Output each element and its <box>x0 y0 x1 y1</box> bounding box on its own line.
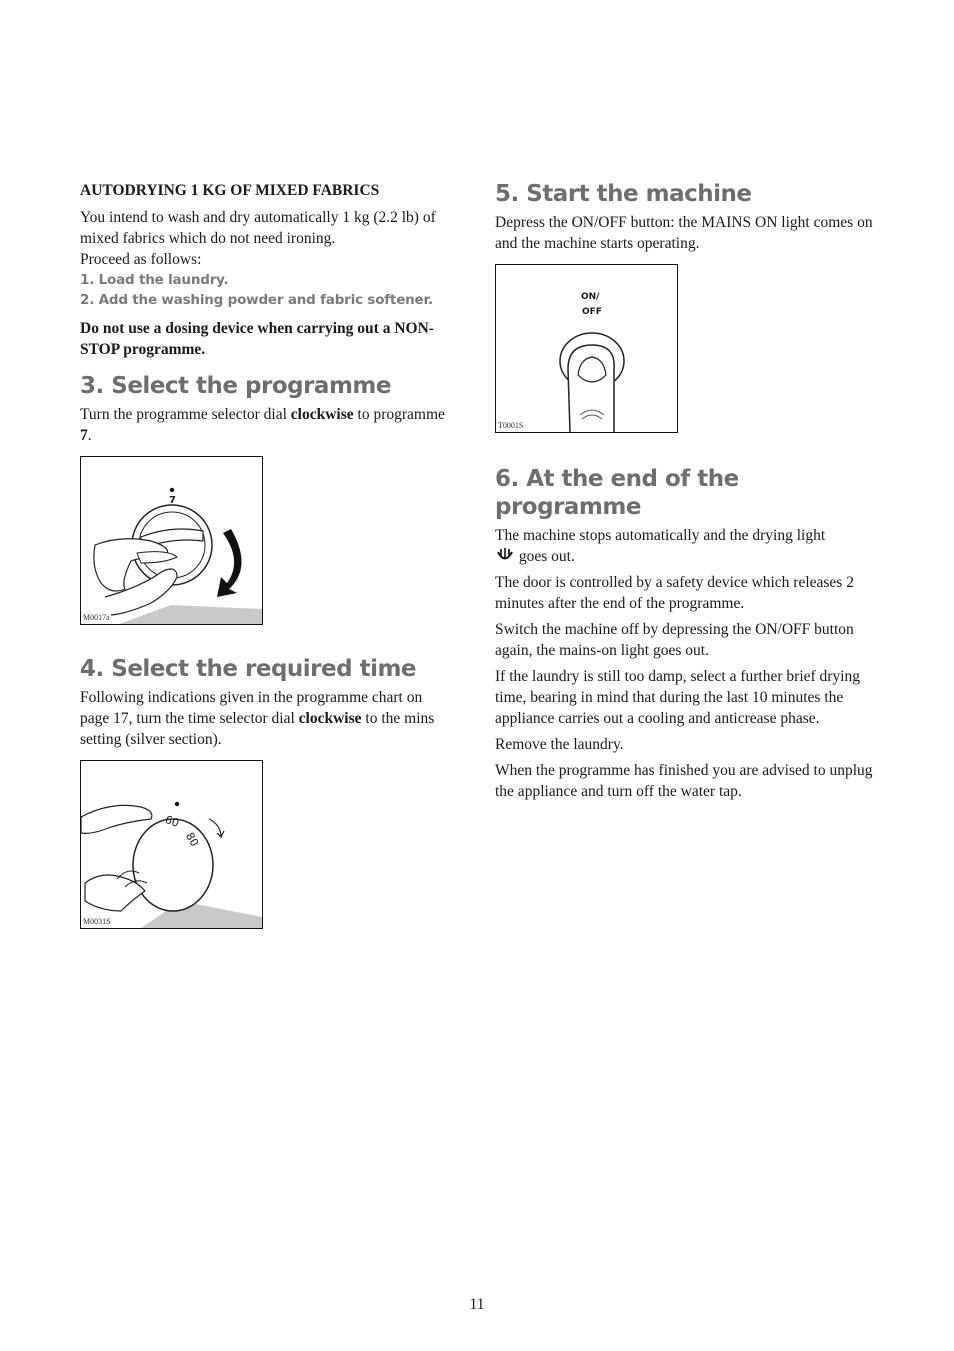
section-3-programme-number: 7 <box>80 427 88 444</box>
left-column <box>80 180 455 929</box>
section-6-p4: If the laundry is still too damp, select a further brief drying time, bearing in mind that during the last 10 minutes the appliance carries out a cooling and anticrease phase. <box>495 668 861 727</box>
section-6-p2: The door is controlled by a safety device which releases 2 minutes after the end of the programme. <box>495 574 854 612</box>
time-dial-illustration <box>81 761 262 928</box>
section-5-title: 5. Start the machine <box>495 181 752 207</box>
on-off-button-figure <box>495 264 678 433</box>
proceed-text: Proceed as follows: <box>80 251 202 268</box>
figure-code: M0017a <box>83 613 110 622</box>
section-4-text <box>80 687 455 750</box>
drying-light-icon <box>495 547 515 564</box>
step-add-powder: 2. Add the washing powder and fabric softener. <box>80 292 433 308</box>
section-6-p6: When the programme has finished you are advised to unplug the appliance and turn off the water tap. <box>495 762 873 800</box>
figure-code: M0031S <box>83 917 111 926</box>
dial-label-80: 80 <box>182 830 202 849</box>
intro-text: You intend to wash and dry automatically 1 kg (2.2 lb) of mixed fabrics which do not need ironing. <box>80 209 436 247</box>
section-6-p1 <box>495 525 875 567</box>
on-label: ON/ <box>581 292 600 302</box>
figure-code: T0001S <box>498 421 524 430</box>
time-dial-figure <box>80 760 263 929</box>
section-4-bold: clockwise <box>298 710 362 727</box>
section-3-text-end: . <box>87 427 92 444</box>
dial-label-60: 60 <box>163 812 181 831</box>
section-3-text-b: to programme <box>353 406 445 423</box>
section-6-p5: Remove the laundry. <box>495 736 624 753</box>
section-3-text <box>80 404 455 446</box>
programme-dial-figure <box>80 456 263 625</box>
step-load-laundry: 1. Load the laundry. <box>80 272 229 288</box>
section-6-p1-a: The machine stops automatically and the drying light <box>495 527 826 544</box>
section-3-title: 3. Select the programme <box>80 373 391 399</box>
off-label: OFF <box>582 307 602 317</box>
section-3-bold: clockwise <box>290 406 354 423</box>
section-6-p3: Switch the machine off by depressing the ON/OFF button again, the mains-on light goes out. <box>495 621 854 659</box>
section-4-title: 4. Select the required time <box>80 656 417 682</box>
section-6-title: 6. At the end of the programme <box>495 466 739 520</box>
step-list <box>80 270 455 310</box>
section-4-text-a: Following indications given in the programme chart on page 17, turn the time selector dial <box>80 689 423 727</box>
autodry-heading: AUTODRYING 1 KG OF MIXED FABRICS <box>80 182 380 199</box>
section-6-p1-b: goes out. <box>515 548 575 565</box>
on-off-illustration <box>496 265 677 432</box>
section-5-text: Depress the ON/OFF button: the MAINS ON light comes on and the machine starts operating. <box>495 214 873 252</box>
section-4-text-b: to the mins setting (silver section). <box>80 710 435 748</box>
section-3-text-a: Turn the programme selector dial <box>80 406 291 423</box>
right-column <box>495 180 875 802</box>
dosing-warning: Do not use a dosing device when carrying out a NON-STOP programme. <box>80 320 434 358</box>
dial-label-7: 7 <box>169 495 176 506</box>
programme-dial-illustration <box>81 457 262 624</box>
page-number: 11 <box>469 1296 485 1313</box>
